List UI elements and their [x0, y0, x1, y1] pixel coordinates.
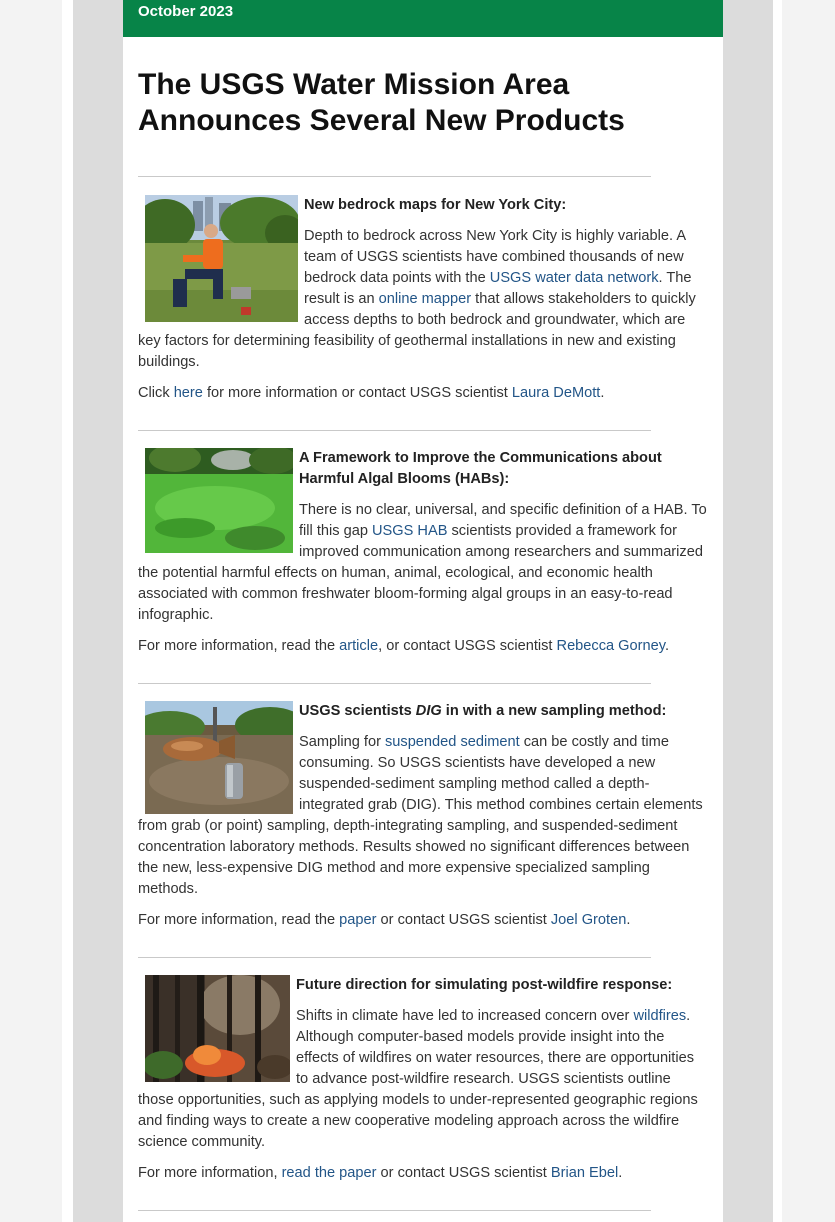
body-text: There is no clear, universal, and specific definition of a HAB. To fill this gap	[299, 502, 707, 539]
more-text: .	[600, 385, 605, 401]
divider	[138, 957, 651, 958]
article-dig-sampling	[138, 701, 708, 931]
more-text: .	[626, 912, 631, 928]
suspended-sediment-link[interactable]: suspended sediment	[384, 734, 520, 750]
more-text: for more information or contact USGS scientist	[202, 385, 512, 401]
heading-emphasis: DIG	[415, 703, 442, 719]
heading-text: USGS scientists	[299, 703, 416, 719]
contact-brian-ebel-link[interactable]: Brian Ebel	[550, 1165, 619, 1181]
usgs-hab-link[interactable]: USGS HAB	[372, 523, 448, 539]
online-mapper-link[interactable]: online mapper	[378, 291, 472, 307]
article-habs-framework	[138, 448, 708, 657]
water-data-network-link[interactable]: USGS water data network	[489, 270, 659, 286]
wildfires-link[interactable]: wildfires	[633, 1008, 687, 1024]
article-link[interactable]: article	[339, 638, 379, 654]
more-text: .	[618, 1165, 623, 1181]
body-text: . Although computer-based models provide insight into the effects of wildfires on water resources, there are opportunities to advance post-wildfire research. USGS scientists outline those opportunities, such as applying models to under-represented geographic regions and finding ways to create a new cooperative modeling approach across the wildfire science community.	[138, 1008, 698, 1150]
contact-rebecca-gorney-link[interactable]: Rebecca Gorney	[556, 638, 665, 654]
contact-laura-demott-link[interactable]: Laura DeMott	[511, 385, 601, 401]
sediment-sampler-photo	[145, 701, 293, 814]
divider	[138, 430, 651, 431]
body-text: can be costly and time consuming. So USGS scientists have developed a new suspended-sediment sampling method called a depth-integrated grab (DIG). This method combines certain elements from grab (or point) sampling, depth-integrating sampling, and suspended-sediment concentration laboratory methods. Results showed no significant differences between the new, less-expensive DIG method and more expensive specialized sampling methods.	[138, 734, 703, 897]
page-title: The USGS Water Mission Area Announces Several New Products	[138, 68, 625, 137]
more-text: or contact USGS scientist	[376, 1165, 551, 1181]
more-info	[138, 383, 708, 404]
divider	[138, 683, 651, 684]
more-info	[138, 1163, 708, 1184]
body-text: Sampling for	[299, 734, 385, 750]
body-text: scientists provided a framework for improved communication among researchers and summarized the potential harmful effects on human, animal, ecological, and economic health associated with common freshwater bloom-forming algal groups in an easy-to-read infographic.	[138, 523, 703, 623]
more-text: Click	[138, 385, 174, 401]
contact-joel-groten-link[interactable]: Joel Groten	[550, 912, 627, 928]
more-text: For more information, read the	[138, 638, 340, 654]
divider	[138, 1210, 651, 1211]
article-post-wildfire	[138, 975, 708, 1184]
article-heading: New bedrock maps for New York City:	[304, 197, 567, 213]
article-heading: Future direction for simulating post-wildfire response:	[296, 977, 673, 993]
article-heading: A Framework to Improve the Communications about Harmful Algal Blooms (HABs):	[299, 450, 662, 487]
read-the-paper-link[interactable]: read the paper	[281, 1165, 377, 1181]
algal-bloom-photo	[145, 448, 293, 553]
more-text: For more information, read the	[138, 912, 340, 928]
newsletter-card	[123, 0, 723, 1222]
nyc-bedrock-photo	[145, 195, 298, 322]
newsletter-content	[123, 67, 723, 1211]
wildfire-forest-photo	[145, 975, 290, 1082]
body-text: that allows stakeholders to quickly access depths to both bedrock and groundwater, which are key factors for determining feasibility of geothermal installations in new and existing buildings.	[138, 291, 696, 370]
heading-text: in with a new sampling method:	[441, 703, 667, 719]
more-text: or contact USGS scientist	[376, 912, 551, 928]
more-text: .	[664, 638, 670, 654]
paper-link[interactable]: paper	[339, 912, 377, 928]
body-text: . The result is an	[304, 270, 692, 307]
body-text: Shifts in climate have led to increased concern over	[296, 1008, 634, 1024]
here-link[interactable]: here	[173, 385, 203, 401]
article-bedrock-maps	[138, 195, 708, 404]
date-banner: October 2023	[123, 0, 723, 37]
body-text: Depth to bedrock across New York City is highly variable. A team of USGS scientists have combined thousands of new bedrock data points with the	[304, 228, 686, 286]
more-text: , or contact USGS scientist	[378, 638, 557, 654]
more-info	[138, 910, 708, 931]
more-text: For more information,	[138, 1165, 282, 1181]
more-info	[138, 636, 708, 657]
divider	[138, 176, 651, 177]
